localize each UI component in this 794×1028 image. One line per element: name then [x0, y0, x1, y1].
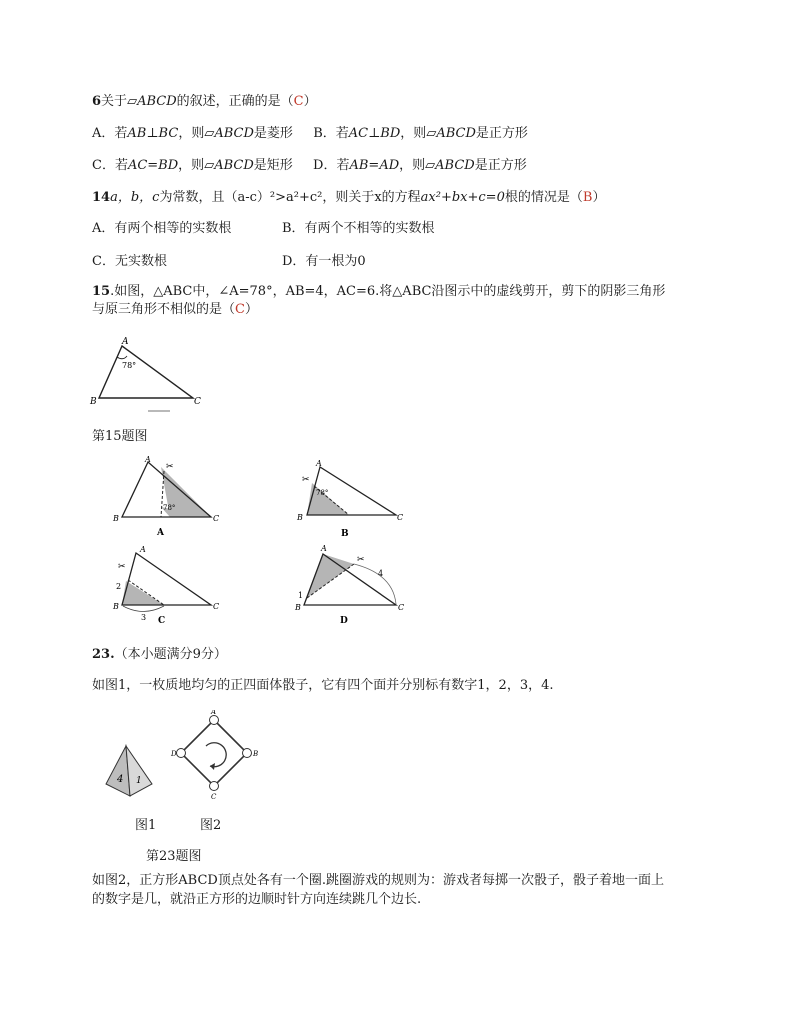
triangle-abc: [99, 346, 193, 398]
q6-option-a: [92, 126, 293, 141]
parallelogram-icon: ▱: [425, 158, 436, 173]
q15-answer: C: [235, 302, 245, 317]
side-label-bottom: 3: [141, 613, 147, 622]
q6-options-row-2: [92, 158, 527, 174]
tetrahedron-face-right: [126, 746, 152, 796]
q14-answer: B: [582, 190, 593, 205]
q6-d-shape: ABCD: [435, 158, 475, 173]
vertex-label-a: A: [321, 544, 327, 553]
q6-b-result: 是正方形: [475, 126, 528, 141]
scissors-icon: ✂: [166, 462, 174, 472]
shaded-triangle: [122, 581, 164, 605]
q6-c-prefix: C．若: [92, 158, 128, 173]
circle-square-figure: [168, 710, 260, 802]
q14-vars: a，b，c: [110, 190, 160, 205]
q14-stem-close: ）: [592, 190, 606, 205]
option-label-a: A: [157, 528, 164, 538]
side-arc: [123, 606, 164, 612]
angle-arc: [117, 356, 127, 359]
q14-option-b: B．有两个不相等的实数根: [282, 221, 435, 236]
parallelogram-icon: ▱: [127, 94, 138, 109]
q14-number: 14: [92, 190, 111, 205]
q6-b-mid: ，则: [400, 126, 427, 141]
square-label-a: A: [211, 710, 217, 716]
angle-label: 78°: [316, 489, 329, 497]
parallelogram-icon: ▱: [204, 158, 215, 173]
vertex-label-b: B: [113, 514, 119, 523]
q6-d-mid: ，则: [399, 158, 426, 173]
q15-option-a-figure: [110, 455, 228, 541]
q6-a-shape: ABCD: [214, 126, 254, 141]
q14-stem-2: 根的情况是（: [504, 190, 583, 205]
q6-option-c: [92, 158, 293, 173]
q6-option-d: [313, 158, 527, 173]
side-label-left: 2: [116, 582, 122, 591]
vertex-label-b: B: [297, 513, 303, 522]
vertex-label-c: C: [213, 514, 220, 523]
q6-a-result: 是菱形: [253, 126, 293, 141]
clockwise-arrow-head: [210, 763, 215, 770]
q6-b-shape: ABCD: [436, 126, 476, 141]
q15-main-triangle-figure: [88, 334, 208, 416]
q6-shape: ABCD: [137, 94, 177, 109]
q15-stem-line-2: [92, 302, 258, 318]
q6-d-cond: AB=AD: [349, 158, 400, 173]
q6-b-cond: AC⊥BD: [348, 126, 401, 141]
circle-a: [210, 716, 219, 725]
parallelogram-icon: ▱: [204, 126, 215, 141]
q6-a-mid: ，则: [178, 126, 205, 141]
parallelogram-icon: ▱: [426, 126, 437, 141]
q14-stem-1: 为常数，且（a-c）²>a²+c²，则关于x的方程: [159, 190, 421, 205]
q6-number: 6: [92, 94, 102, 109]
angle-label: 78°: [122, 361, 137, 370]
scissors-icon: ✂: [302, 475, 310, 485]
circle-b: [243, 749, 252, 758]
q6-c-mid: ，则: [178, 158, 205, 173]
vertex-label-b: B: [113, 602, 119, 611]
vertex-label-c: C: [397, 513, 404, 522]
q14-option-d: D．有一根为0: [282, 254, 366, 269]
q15-stem-line-1: [92, 284, 665, 300]
square-label-c: C: [211, 793, 217, 801]
square-abcd: [181, 720, 247, 786]
q6-options-row-1: [92, 126, 528, 142]
shaded-triangle: [307, 554, 354, 598]
die-face-label-right: 1: [136, 776, 142, 786]
vertex-label-a: A: [122, 337, 129, 347]
q14-option-a: A．有两个相等的实数根: [92, 221, 232, 236]
q23-header: [92, 647, 227, 663]
square-label-b: B: [253, 750, 259, 758]
q15-option-b-figure: [296, 458, 408, 542]
vertex-label-c: C: [194, 397, 201, 407]
q23-number: 23.: [92, 647, 115, 662]
q6-c-shape: ABCD: [214, 158, 254, 173]
q23-text-3: 的数字是几，就沿正方形的边顺时针方向连续跳几个边长.: [92, 892, 422, 907]
vertex-label-a: A: [316, 459, 322, 468]
q23-figure-caption: 第23题图: [146, 849, 202, 864]
vertex-label-c: C: [213, 602, 220, 611]
q23-points: （本小题满分9分）: [114, 647, 227, 662]
q14-stem: [92, 190, 605, 206]
q23-text-1: 如图1，一枚质地均匀的正四面体骰子，它有四个面并分别标有数字1，2，3，4.: [92, 678, 554, 693]
side-label-right: 4: [378, 569, 384, 578]
q15-figure-caption: 第15题图: [92, 429, 148, 444]
q6-d-prefix: D．若: [313, 158, 350, 173]
circle-d: [177, 749, 186, 758]
q6-option-b: [313, 126, 528, 141]
vertex-label-b: B: [90, 397, 97, 407]
q15-stem-2: 与原三角形不相似的是（: [92, 302, 236, 317]
clockwise-arrow-arc: [206, 743, 226, 767]
vertex-label-b: B: [295, 603, 301, 612]
fig1-caption: 图1: [135, 818, 157, 833]
q23-text-2: 如图2，正方形ABCD顶点处各有一个圈.跳圈游戏的规则为：游戏者每掷一次骰子，骰子着地一面上: [92, 873, 664, 888]
option-label-b: B: [341, 529, 349, 539]
side-label-left: 1: [298, 591, 304, 600]
q15-stem-close: ）: [244, 302, 258, 317]
vertex-label-a: A: [140, 545, 146, 554]
option-label-d: D: [340, 616, 348, 626]
q15-option-c-figure: [110, 543, 228, 629]
q15-option-d-figure: [292, 540, 408, 628]
square-label-d: D: [171, 750, 177, 758]
q14-equation: ax²+bx+c=0: [420, 190, 505, 205]
q15-number: 15: [92, 284, 111, 299]
q6-stem: [92, 94, 317, 110]
side-arc: [354, 564, 396, 604]
q15-stem-1: .如图，△ABC中，∠A=78°，AB=4，AC=6.将△ABC沿图示中的虚线剪开，剪下的阴影三角形: [110, 284, 666, 299]
die-face-label-left: 4: [117, 774, 124, 785]
scissors-icon: ✂: [357, 555, 365, 565]
q6-a-prefix: A．若: [92, 126, 128, 141]
q6-answer: C: [293, 94, 304, 109]
fig2-caption: 图2: [200, 818, 222, 833]
angle-label: 78°: [163, 504, 176, 512]
vertex-label-c: C: [398, 603, 405, 612]
vertex-label-a: A: [145, 455, 151, 464]
q6-stem-prefix: 关于: [101, 94, 128, 109]
q6-a-cond: AB⊥BC: [127, 126, 179, 141]
q6-c-result: 是矩形: [253, 158, 293, 173]
q6-c-cond: AC=BD: [127, 158, 179, 173]
q6-d-result: 是正方形: [474, 158, 527, 173]
tetrahedron-die-figure: [100, 738, 164, 802]
q6-stem-suffix: 的叙述，正确的是（: [176, 94, 294, 109]
circle-c: [210, 782, 219, 791]
q6-b-prefix: B．若: [313, 126, 349, 141]
q14-option-c: C．无实数根: [92, 254, 167, 269]
scissors-icon: ✂: [118, 562, 126, 572]
option-label-c: C: [158, 616, 166, 626]
q6-stem-close: ）: [303, 94, 317, 109]
